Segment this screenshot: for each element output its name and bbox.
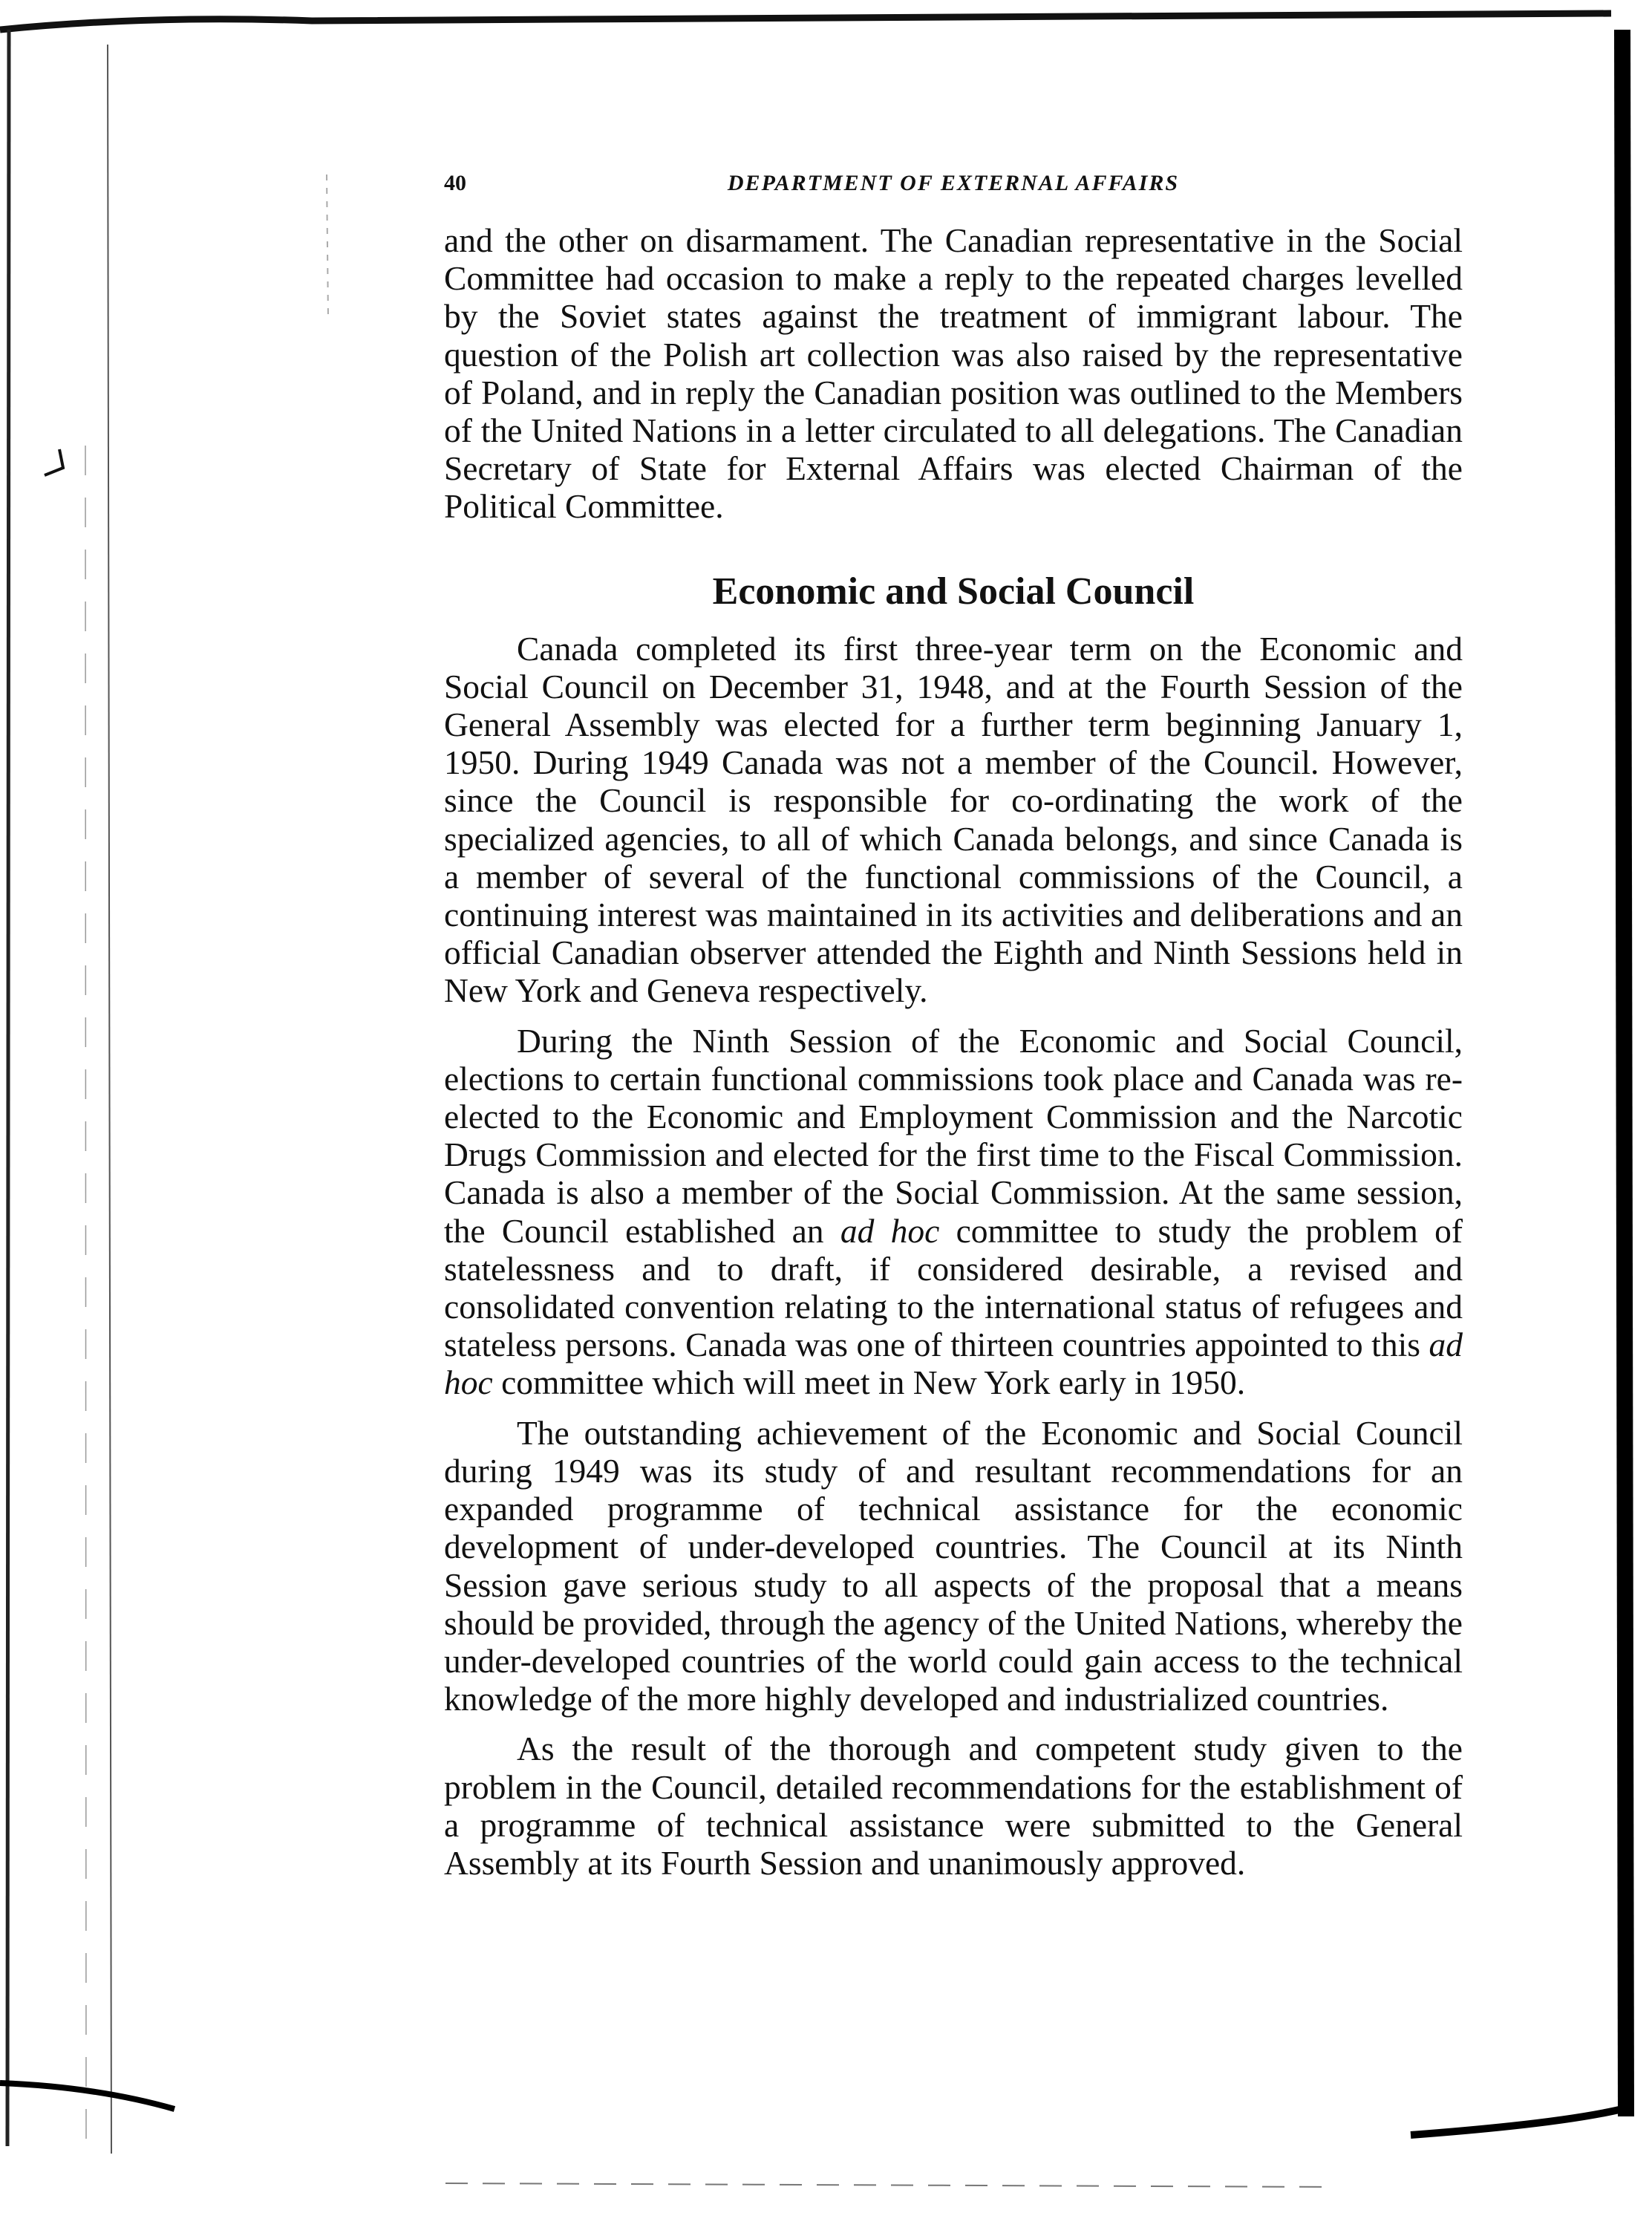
bottom-right-curl (1411, 2109, 1622, 2135)
top-edge-line (0, 13, 1611, 30)
section-heading: Economic and Social Council (712, 570, 1195, 613)
left-edge-line (7, 30, 9, 2146)
page-number: 40 (444, 171, 466, 195)
margin-faint-mark (327, 175, 328, 319)
paragraph-continuation: and the other on disarmament. The Canadian representative in the Social Committee had occasion to make a reply to the repeated charges levelled by the Soviet states against the treatment of immigrant labour. The question of the Polish art collection was also raised by the representative of Poland, and in reply the Canadian position was outlined to the Members of the United Nations in a letter circulated to all delegations. The Canadian Secretary of State for External Affairs was elected Chairman of the Political Committee. (444, 221, 1463, 526)
paragraph-text: During the Ninth Session of the Economic and Social Council, elections to certain functional commissions took place and Canada was re-elected to the Economic and Employment Commission and the Narcotic Drugs Commission and elected for the first time to the Fiscal Commission. Canada is also a member of the Social Commission. At the same session, the Council established an (444, 1021, 1463, 1250)
document-page (444, 171, 1463, 1882)
paragraph-recommendations: As the result of the thorough and competent study given to the problem in the Council, detailed recommendations for the establishment of a programme of technical assistance were submitted to the General Assembly at its Fourth Session and unanimously approved. (444, 1730, 1463, 1882)
right-edge-line (1622, 30, 1626, 2116)
bottom-dash-line (445, 2183, 1336, 2187)
left-gutter-line (108, 45, 111, 2154)
paragraph-ecosoc-term: Canada completed its first three-year term on the Economic and Social Council on December 31, 1948, and at the Fourth Session of the General Assembly was elected for a further term beginning January 1, 1950. During 1949 Canada was not a member of the Council. However, since the Council is responsible for co-ordinating the work of the specialized agencies, to all of which Canada belongs, and since Canada is a member of several of the functional commissions of the Council, a continuing interest was maintained in its activities and deliberations and an official Canadian observer attended the Eighth and Ninth Sessions held in New York and Geneva respectively. (444, 629, 1463, 1010)
paragraph-technical-assistance: The outstanding achievement of the Economic and Social Council during 1949 was its study of and resultant recommendations for an expanded programme of technical assistance for the economic development of under-developed countries. The Council at its Ninth Session gave serious study to all aspects of the proposal that a means should be provided, through the agency of the United Nations, whereby the under-developed countries of the world could gain access to the technical knowledge of the more highly developed and industrialized countries. (444, 1413, 1463, 1718)
paragraph-text: committee which will meet in New York early in 1950. (501, 1363, 1246, 1402)
paragraph-text: committee to study the problem of statelessness and to draft, if considered desirable, a revised and consolidated convention relating to the international status of refugees and stateless persons. Canada was one of thirteen countries appointed to this (444, 1211, 1463, 1364)
italic-term: ad hoc (840, 1211, 940, 1250)
running-head (444, 171, 1463, 208)
running-head-title: DEPARTMENT OF EXTERNAL AFFAIRS (727, 171, 1180, 195)
bottom-left-curl (0, 2083, 174, 2109)
italic-term: ad hoc (444, 1326, 1463, 1402)
paragraph-ninth-session (444, 1022, 1463, 1402)
left-faint-line (85, 446, 86, 2139)
margin-tick-mark (45, 449, 63, 475)
